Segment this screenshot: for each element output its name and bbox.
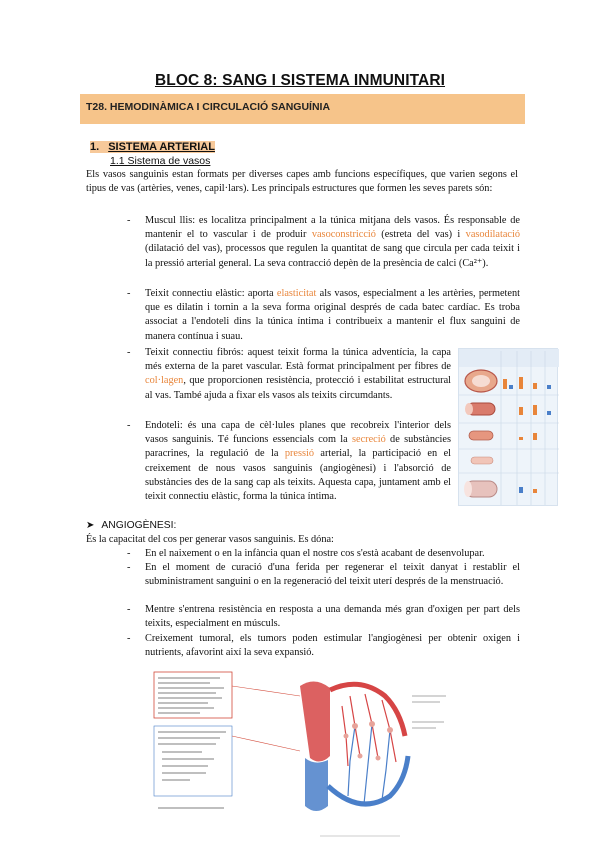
arrow-right-icon: ➤ [86,520,95,531]
bullet-text: arterial, la participació en el creixement de nous vasos sanguinis (angiogènesi) i l'absorció de substàncies des de la sang cap als teixits. Aquesta capa, juntament amb el teixit connectiu elàstic, forma la túnica íntima. [145,448,451,503]
highlight-pressio: pressió [284,448,315,460]
bullet-text: , que proporcionen resistència, protecció i estabilitat estructural al vas. També ajuda a fixar els vasos als teixits circumdants. [145,375,451,401]
bullet-text: Mentre s'entrena resistència en resposta a una demanda més gran d'oxigen per part dels teixits, especialment en músculs. [145,604,520,630]
topic-heading: T28. HEMODINÀMICA I CIRCULACIÓ SANGUÍNIA [80,94,525,124]
dash-icon: - [127,633,131,644]
list-item [127,632,520,660]
dash-icon: - [127,420,131,431]
bullet-text: En el moment de curació d'una ferida per regenerar el teixit danyat i restablir el subministrament sanguini o en la regeneració del teixit uterí després de la menstruació. [145,562,520,588]
list-item-teixit-elastic [127,287,520,344]
section-heading [90,141,215,153]
dash-icon: - [127,215,131,226]
section-number: 1. [90,141,100,153]
dash-icon: - [127,548,131,559]
list-item-muscul-llis [127,214,520,271]
vessel-illustration [459,349,559,507]
bullet-text: als vasos, especialment a les artèries, permetent que es dilatin i tornin a la seva forma original després de cada batec cardíac. Es troba associat a l'endoteli dins la túnica íntima i contribueix a mantenir el flux sanguini de manera contínua i suau. [145,288,520,342]
list-item [127,603,520,631]
highlight-elasticitat: elasticitat [276,288,317,299]
dash-icon: - [127,288,131,299]
angiogenesi-title: ANGIOGÈNESI: [101,520,177,531]
highlight-vasodilatacio: vasodilatació [465,229,520,241]
bullet-text: Teixit connectiu elàstic: aporta [145,288,277,299]
highlight-secrecio: secreció [352,434,386,446]
bullet-text: En el naixement o en la infància quan el nostre cos s'està acabant de desenvolupar. [145,548,485,559]
subsection-heading: 1.1 Sistema de vasos [110,155,211,167]
bullet-text: (estreta del vas) i [375,229,466,241]
bullet-text: Creixement tumoral, els tumors poden estimular l'angiogènesi per obtenir oxigen i nutrients, afavorint així la seva expansió. [145,633,520,659]
circulation-illustration [150,666,450,846]
vessel-structure-figure [458,348,558,506]
dash-icon: - [127,347,131,358]
bullet-text: Endoteli: és una capa de cèl·lules planes que recobreix l'interior dels vasos sanguinis. Té funcions essencials com la [145,420,451,446]
document-title: BLOC 8: SANG I SISTEMA INMUNITARI [154,72,446,89]
intro-paragraph: Els vasos sanguinis estan formats per diverses capes amb funcions específiques, que varien segons el tipus de vas (artèries, venes, capil·lars). Les principals estructures que formen les seves parets són: [86,169,518,195]
list-item [127,547,520,561]
list-item-teixit-fibros [127,346,451,403]
list-item [127,561,520,589]
bullet-text: Muscul llis: es localitza principalment a la túnica mitjana dels vasos. És responsable de mantenir el to vascular i de produir [145,215,520,241]
bullet-text: (dilatació del vas), processos que regulen la quantitat de sang que circula per cada teixit i la pressió arterial general. La seva contracció depèn de la presència de calci (Ca²⁺). [145,243,520,269]
highlight-vasoconstriccio: vasoconstricció [311,229,376,241]
bullet-text: de substàncies paracrines, la regulació de la [145,434,451,460]
bullet-text: Teixit connectiu fibrós: aquest teixit forma la túnica adventícia, la capa més externa de la paret vascular. Està format principalment per fibres de [145,347,451,373]
angiogenesi-intro: És la capacitat del cos per generar vasos sanguinis. Es dóna: [86,534,334,545]
highlight-col-lagen: col·lagen [145,375,184,387]
circulation-diagram-figure [150,666,450,846]
section-label: SISTEMA ARTERIAL [108,141,215,153]
dash-icon: - [127,604,131,615]
angiogenesi-heading [86,520,176,531]
list-item-endoteli [127,419,451,504]
dash-icon: - [127,562,131,573]
